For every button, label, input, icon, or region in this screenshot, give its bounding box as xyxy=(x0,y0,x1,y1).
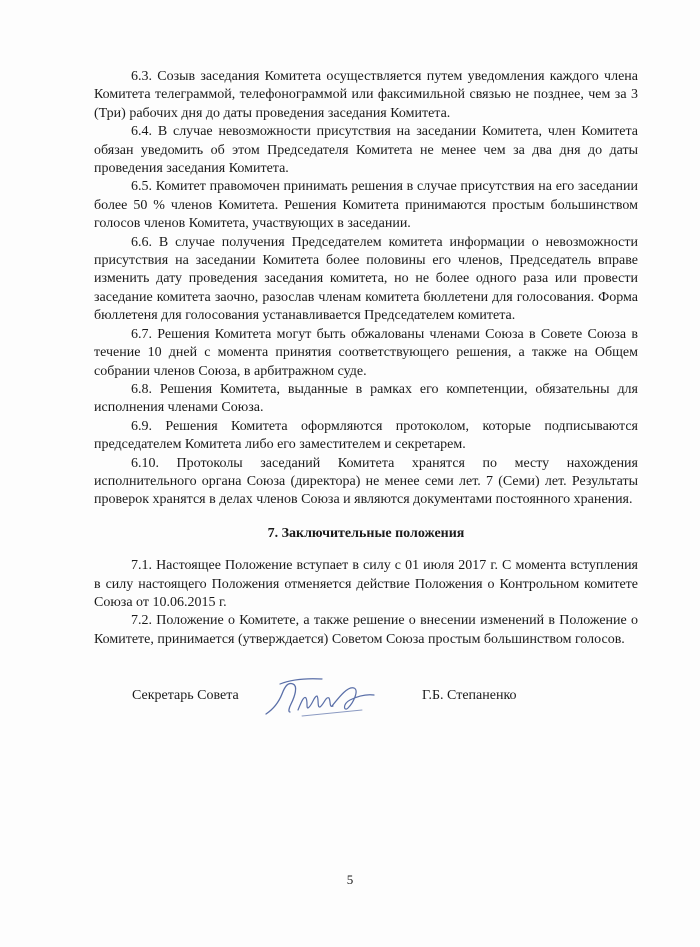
paragraph-6-3: 6.3. Созыв заседания Комитета осуществляется путем уведомления каждого члена Комитета телеграммой, телефонограммой или факсимильной связью не позднее, чем за 3 (Три) рабочих дня до даты проведения заседания Комитета. xyxy=(94,69,638,121)
signature-block xyxy=(0,682,700,722)
paragraph-6-7: 6.7. Решения Комитета могут быть обжалованы членами Союза в Совете Союза в течение 10 дней с момента принятия соответствующего решения, а также на Общем собрании членов Союза, в арбитражном суде. xyxy=(94,326,638,379)
handwritten-signature xyxy=(262,674,380,720)
paragraph-6-8: 6.8. Решения Комитета, выданные в рамках его компетенции, обязательны для исполнения членами Союза. xyxy=(94,381,638,416)
paragraph-6-4: 6.4. В случае невозможности присутствия на заседании Комитета, член Комитета обязан уведомить об этом Председателя Комитета не менее чем за два дня до даты проведения заседания Комитета. xyxy=(94,124,638,177)
paragraph-6-6: 6.6. В случае получения Председателем комитета информации о невозможности присутствия на заседании Комитета более половины его членов, Председатель вправе изменить дату проведения заседания комитета, но не более одного раза или провести заседание комитета заочно, разослав членам комитета бюллетени для голосования. Форма бюллетеня для голосования устанавливается Председателем комитета. xyxy=(94,234,638,324)
signatory-name: Г.Б. Степаненко xyxy=(422,688,517,703)
paragraph-6-10: 6.10. Протоколы заседаний Комитета хранятся по месту нахождения исполнительного органа Союза (директора) не менее семи лет. 7 (Семи) лет. Результаты проверок хранятся в делах членов Союза и являются документами постоянного хранения. xyxy=(94,455,638,508)
document-body xyxy=(94,68,638,649)
paragraph-6-5: 6.5. Комитет правомочен принимать решения в случае присутствия на его заседании более 50 % членов Комитета. Решения Комитета принимаются простым большинством голосов членов Комитета, участвующих в заседании. xyxy=(94,179,638,232)
paragraph-6-9: 6.9. Решения Комитета оформляются протоколом, которые подписываются председателем Комитета либо его заместителем и секретарем. xyxy=(94,418,638,453)
signature-label: Секретарь Совета xyxy=(132,688,239,703)
paragraph-7-1: 7.1. Настоящее Положение вступает в силу с 01 июля 2017 г. С момента вступления в силу настоящего Положения отменяется действие Положения о Контрольном комитете Союза от 10.06.2015 г. xyxy=(94,558,638,610)
section-7-heading: 7. Заключительные положения xyxy=(267,525,465,541)
paragraph-7-2: 7.2. Положение о Комитете, а также решение о внесении изменений в Положение о Комитете, принимается (утверждается) Советом Союза простым большинством голосов. xyxy=(94,613,638,647)
page-number: 5 xyxy=(346,872,354,887)
